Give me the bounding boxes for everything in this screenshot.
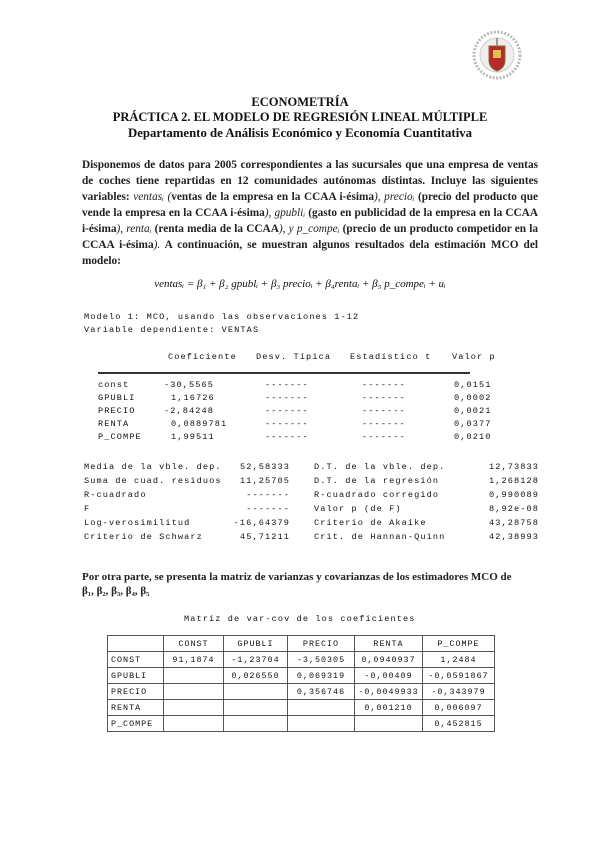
matrix-cell: -0,0049933 bbox=[355, 684, 423, 700]
coef-coef-cell: -30,5565 bbox=[164, 380, 215, 390]
matrix-row bbox=[108, 716, 495, 732]
stat-value: -16,64379 bbox=[233, 518, 290, 528]
stat-value: ------- bbox=[246, 490, 290, 500]
matrix-cell bbox=[288, 716, 355, 732]
matrix-cell bbox=[288, 700, 355, 716]
coef-p-cell: 0,0210 bbox=[454, 432, 492, 442]
coef-t-cell: ------- bbox=[362, 419, 406, 429]
matrix-cell bbox=[224, 700, 288, 716]
stat-value: 0,990089 bbox=[488, 490, 539, 500]
stat-value: 52,58333 bbox=[239, 462, 290, 472]
matrix-row bbox=[108, 700, 495, 716]
stat-value: 45,71211 bbox=[239, 532, 290, 542]
varcov-paragraph: Por otra parte, se presenta la matriz de varianzas y covarianzas de los estimadores MCO de β₁, β₂, β₃, β₄, β₅ bbox=[82, 571, 512, 597]
stat-value: 43,28758 bbox=[488, 518, 539, 528]
matrix-cell bbox=[164, 668, 224, 684]
stat-label: R-cuadrado corregido bbox=[314, 490, 440, 500]
matrix-cell bbox=[224, 684, 288, 700]
coef-se-cell: ------- bbox=[265, 393, 309, 403]
coef-se-cell: ------- bbox=[265, 406, 309, 416]
matrix-cell: 0,0940937 bbox=[355, 652, 423, 668]
stat-value: 42,38993 bbox=[488, 532, 539, 542]
coef-p-cell: 0,0021 bbox=[454, 406, 492, 416]
matrix-cell: 0,001210 bbox=[355, 700, 423, 716]
matrix-header-cell: P_COMPE bbox=[423, 636, 495, 652]
matrix-cell: -0,0591867 bbox=[423, 668, 495, 684]
coef-name-cell: PRECIO bbox=[98, 406, 136, 416]
matrix-row-label: PRECIO bbox=[108, 684, 164, 700]
matrix-cell bbox=[224, 716, 288, 732]
betas-list: β₁, β₂, β₃, β₄, β₅ bbox=[82, 585, 150, 597]
model-equation: ventasᵢ = β₁ + β₂ gpublᵢ + β₃ precioᵢ + β₄rentaᵢ + β₅ p_compeᵢ + uᵢ bbox=[154, 278, 446, 290]
matrix-header-row bbox=[108, 636, 495, 652]
matrix-row bbox=[108, 684, 495, 700]
col-header-t: Estadístico t bbox=[350, 352, 432, 362]
stat-value: 1,268128 bbox=[488, 476, 539, 486]
coef-p-cell: 0,0377 bbox=[454, 419, 492, 429]
matrix-cell: -1,23704 bbox=[224, 652, 288, 668]
course-title: ECONOMETRÍA bbox=[251, 95, 349, 109]
coef-t-cell: ------- bbox=[362, 393, 406, 403]
matrix-header-cell bbox=[108, 636, 164, 652]
coef-t-cell: ------- bbox=[362, 406, 406, 416]
stat-label: F bbox=[84, 504, 91, 514]
coef-name-cell: RENTA bbox=[98, 419, 130, 429]
matrix-cell: 0,006097 bbox=[423, 700, 495, 716]
matrix-cell: 0,356746 bbox=[288, 684, 355, 700]
col-header-se: Desv. Típica bbox=[256, 352, 332, 362]
stat-label: Media de la vble. dep. bbox=[84, 462, 222, 472]
matrix-header-cell: GPUBLI bbox=[224, 636, 288, 652]
coef-se-cell: ------- bbox=[265, 432, 309, 442]
matrix-row-label: RENTA bbox=[108, 700, 164, 716]
matrix-cell: -0,343979 bbox=[423, 684, 495, 700]
matrix-cell: 0,452815 bbox=[423, 716, 495, 732]
university-seal-logo bbox=[472, 28, 522, 82]
stat-label: Suma de cuad. residuos bbox=[84, 476, 222, 486]
matrix-header-cell: RENTA bbox=[355, 636, 423, 652]
coef-t-cell: ------- bbox=[362, 432, 406, 442]
matrix-cell: 0,069319 bbox=[288, 668, 355, 684]
coef-coef-cell: 1,99511 bbox=[171, 432, 215, 442]
matrix-cell: -0,00409 bbox=[355, 668, 423, 684]
stat-value: 11,25705 bbox=[239, 476, 290, 486]
stat-label: Crit. de Hannan-Quinn bbox=[314, 532, 446, 542]
matrix-row-label: CONST bbox=[108, 652, 164, 668]
practice-title: PRÁCTICA 2. EL MODELO DE REGRESIÓN LINEAL MÚLTIPLE bbox=[112, 110, 488, 124]
model-title: Modelo 1: MCO, usando las observaciones 1-12 bbox=[84, 312, 360, 322]
matrix-cell bbox=[164, 684, 224, 700]
department-title: Departamento de Análisis Económico y Economía Cuantitativa bbox=[127, 126, 473, 140]
coef-se-cell: ------- bbox=[265, 419, 309, 429]
coef-p-cell: 0,0002 bbox=[454, 393, 492, 403]
coef-coef-cell: 0,0889781 bbox=[171, 419, 228, 429]
dependent-variable: Variable dependiente: VENTAS bbox=[84, 325, 260, 335]
coef-name-cell: const bbox=[98, 380, 130, 390]
coef-coef-cell: 1,16726 bbox=[171, 393, 215, 403]
stat-label: Valor p (de F) bbox=[314, 504, 402, 514]
matrix-row bbox=[108, 668, 495, 684]
col-header-coef: Coeficiente bbox=[168, 352, 237, 362]
stat-value: 8,92e-08 bbox=[488, 504, 539, 514]
col-header-p: Valor p bbox=[452, 352, 496, 362]
coef-name-cell: GPUBLI bbox=[98, 393, 136, 403]
coef-p-cell: 0,0151 bbox=[454, 380, 492, 390]
stat-label: Criterio de Akaike bbox=[314, 518, 427, 528]
matrix-title: Matriz de var-cov de los coeficientes bbox=[184, 614, 416, 624]
coef-name-cell: P_COMPE bbox=[98, 432, 142, 442]
matrix-row bbox=[108, 652, 495, 668]
matrix-cell: 91,1874 bbox=[164, 652, 224, 668]
matrix-cell bbox=[355, 716, 423, 732]
matrix-header-cell: CONST bbox=[164, 636, 224, 652]
matrix-row-label: GPUBLI bbox=[108, 668, 164, 684]
matrix-row-label: P_COMPE bbox=[108, 716, 164, 732]
matrix-cell bbox=[164, 700, 224, 716]
stat-label: D.T. de la regresión bbox=[314, 476, 440, 486]
varcov-matrix bbox=[107, 635, 495, 732]
matrix-header-cell: PRECIO bbox=[288, 636, 355, 652]
coef-coef-cell: -2,84248 bbox=[164, 406, 215, 416]
stat-label: Log-verosimilitud bbox=[84, 518, 191, 528]
matrix-cell: 0,026550 bbox=[224, 668, 288, 684]
matrix-cell: 1,2484 bbox=[423, 652, 495, 668]
stat-value: 12,73833 bbox=[488, 462, 539, 472]
stat-value: ------- bbox=[246, 504, 290, 514]
header-rule bbox=[98, 372, 470, 374]
stat-label: R-cuadrado bbox=[84, 490, 147, 500]
coef-t-cell: ------- bbox=[362, 380, 406, 390]
matrix-cell: -3,50305 bbox=[288, 652, 355, 668]
stat-label: D.T. de la vble. dep. bbox=[314, 462, 446, 472]
intro-paragraph: Disponemos de datos para 2005 correspondientes a las sucursales que una empresa de ventas de coches tiene repartidas en 12 comunidades autónomas distintas. Incluye las siguientes variables: ventasᵢ (ventas de la empresa en la CCAA i-ésima), precioᵢ (precio del producto que vende la empresa en la CCAA i-ésima), gpubliᵢ (gasto en publicidad de la empresa en la CCAA i-ésima), rentaᵢ (renta media de la CCAA), y p_compeᵢ (precio de un producto competidor en la CCAA i-ésima). A continuación, se muestran algunos resultados dela estimación MCO del modelo: bbox=[82, 159, 539, 267]
matrix-cell bbox=[164, 716, 224, 732]
coef-se-cell: ------- bbox=[265, 380, 309, 390]
stat-label: Criterio de Schwarz bbox=[84, 532, 203, 542]
